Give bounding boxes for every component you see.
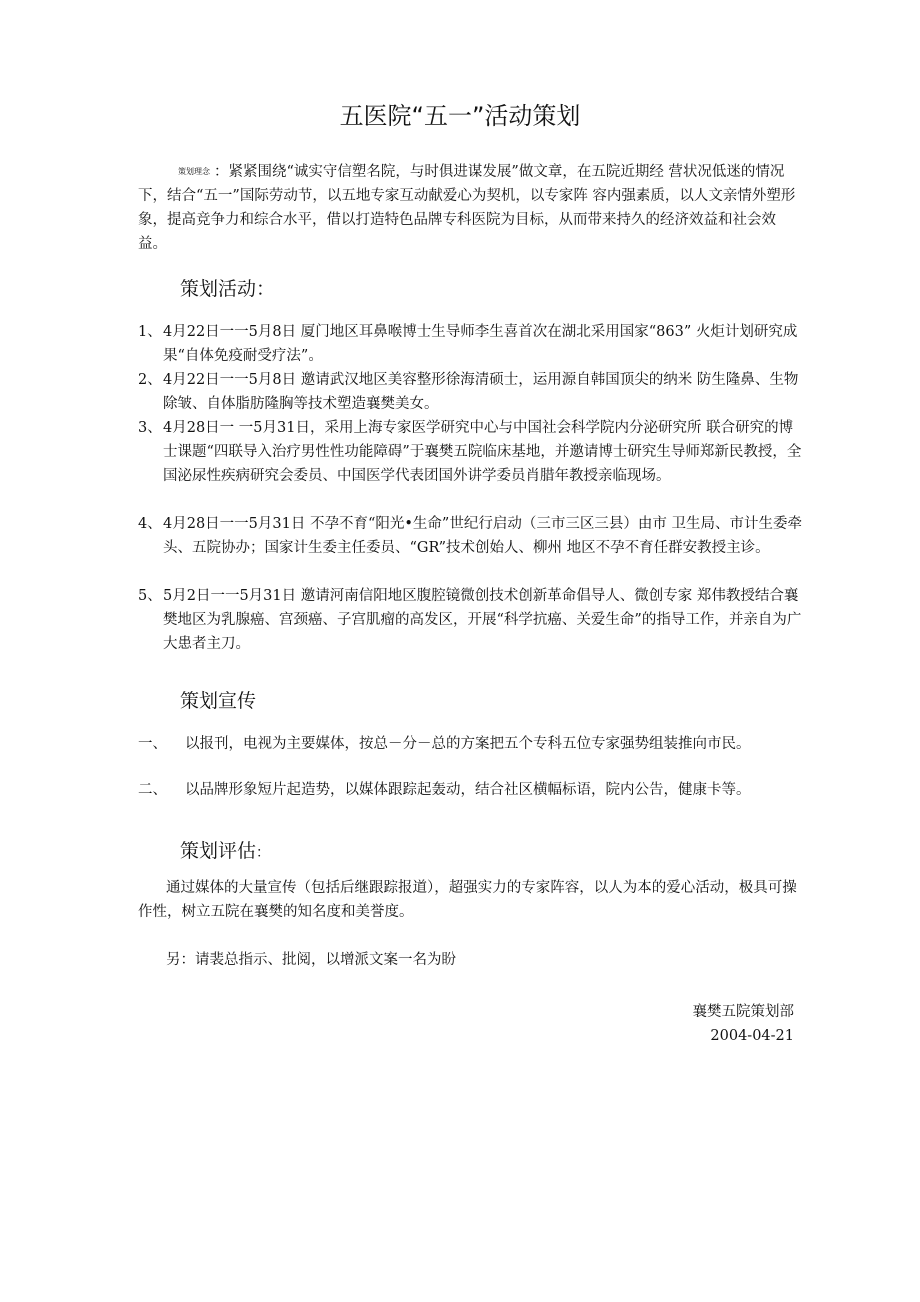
- activity-number: 1、: [138, 324, 162, 340]
- publicity-text: 以报刊，电视为主要媒体，按总－分－总的方案把五个专科五位专家强势组装推向市民。: [185, 736, 751, 752]
- activity-item: [138, 512, 802, 560]
- publicity-heading: 策划宣传: [180, 690, 257, 712]
- activities-heading: 策划活动：: [180, 278, 276, 300]
- activity-item: [138, 320, 802, 368]
- activity-number: 5、: [138, 588, 162, 604]
- activity-item: [138, 584, 802, 656]
- activity-text: 4月28日一 一5月31日，采用上海专家医学研究中心与中国社会科学院内分泌研究所 联合研究的博士课题“四联导入治疗男性性功能障碍”于襄樊五院临床基地，并邀请博士研究生导师郑新民教授，全国泌尿性疾病研究会委员、中国医学代表团国外讲学委员肖腊年教授亲临现场。: [163, 420, 802, 484]
- intro-text: ：紧紧围绕“诚实守信塑名院，与时俱进谋发展”做文章，在五院近期经 营状况低迷的情况下，结合“五一”国际劳动节，以五地专家互动献爱心为契机，以专家阵 容内强素质，以人文亲情外塑形象，提高竞争力和综合水平，借以打造特色品牌专科医院为目标，从而带来持久的经济效益和社会效益。: [138, 164, 796, 252]
- activity-text: 4月22日一一5月8日 邀请武汉地区美容整形徐海清硕士，运用源自韩国顶尖的纳米 防生隆鼻、生物除皱、自体脂肪隆胸等技术塑造襄樊美女。: [163, 372, 799, 412]
- intro-paragraph: [138, 160, 802, 256]
- note-paragraph: 另：请裴总指示、批阅，以增派文案一名为盼: [166, 952, 456, 968]
- activity-text: 4月28日一一5月31日 不孕不育“阳光•生命”世纪行启动（三市三区三县）由市 卫生局、市计生委牵头、五院协办；国家计生委主任委员、“GR”技术创始人、柳州 地区不孕不育任群安教授主诊。: [163, 516, 802, 556]
- signature-dept: 襄樊五院策划部: [692, 1004, 794, 1020]
- publicity-number: 一、: [138, 736, 167, 752]
- publicity-text: 以品牌形象短片起造势，以媒体跟踪起轰动，结合社区横幅标语，院内公告，健康卡等。: [185, 782, 751, 798]
- publicity-item: [138, 778, 802, 802]
- publicity-item: [138, 732, 802, 756]
- document-title: 五医院“五一”活动策划: [339, 102, 581, 130]
- activity-text: 4月22日一一5月8日 厦门地区耳鼻喉博士生导师李生喜首次在湖北采用国家“863” 火炬计划研究成果“自体免疫耐受疗法”。: [163, 324, 798, 364]
- intro-label: 策划理念: [178, 167, 210, 176]
- evaluation-heading: [180, 836, 270, 863]
- signature-date: 2004-04-21: [710, 1028, 794, 1044]
- activity-item: [138, 368, 802, 416]
- evaluation-heading-colon: ：: [256, 845, 271, 861]
- evaluation-heading-text: 策划评估: [180, 840, 257, 862]
- activity-item: [138, 416, 802, 488]
- activity-number: 3、: [138, 420, 162, 436]
- evaluation-paragraph: 通过媒体的大量宣传（包括后继跟踪报道），超强实力的专家阵容，以人为本的爱心活动，极具可操作性，树立五院在襄樊的知名度和美誉度。: [138, 880, 797, 920]
- activity-number: 2、: [138, 372, 162, 388]
- publicity-number: 二、: [138, 782, 167, 798]
- activity-text: 5月2日一一5月31日 邀请河南信阳地区腹腔镜微创技术创新革命倡导人、微创专家 郑伟教授结合襄樊地区为乳腺癌、宫颈癌、子宫肌瘤的高发区，开展“科学抗癌、关爱生命”的指导工作，并亲自为广大患者主刀。: [163, 588, 802, 652]
- activity-number: 4、: [138, 516, 162, 532]
